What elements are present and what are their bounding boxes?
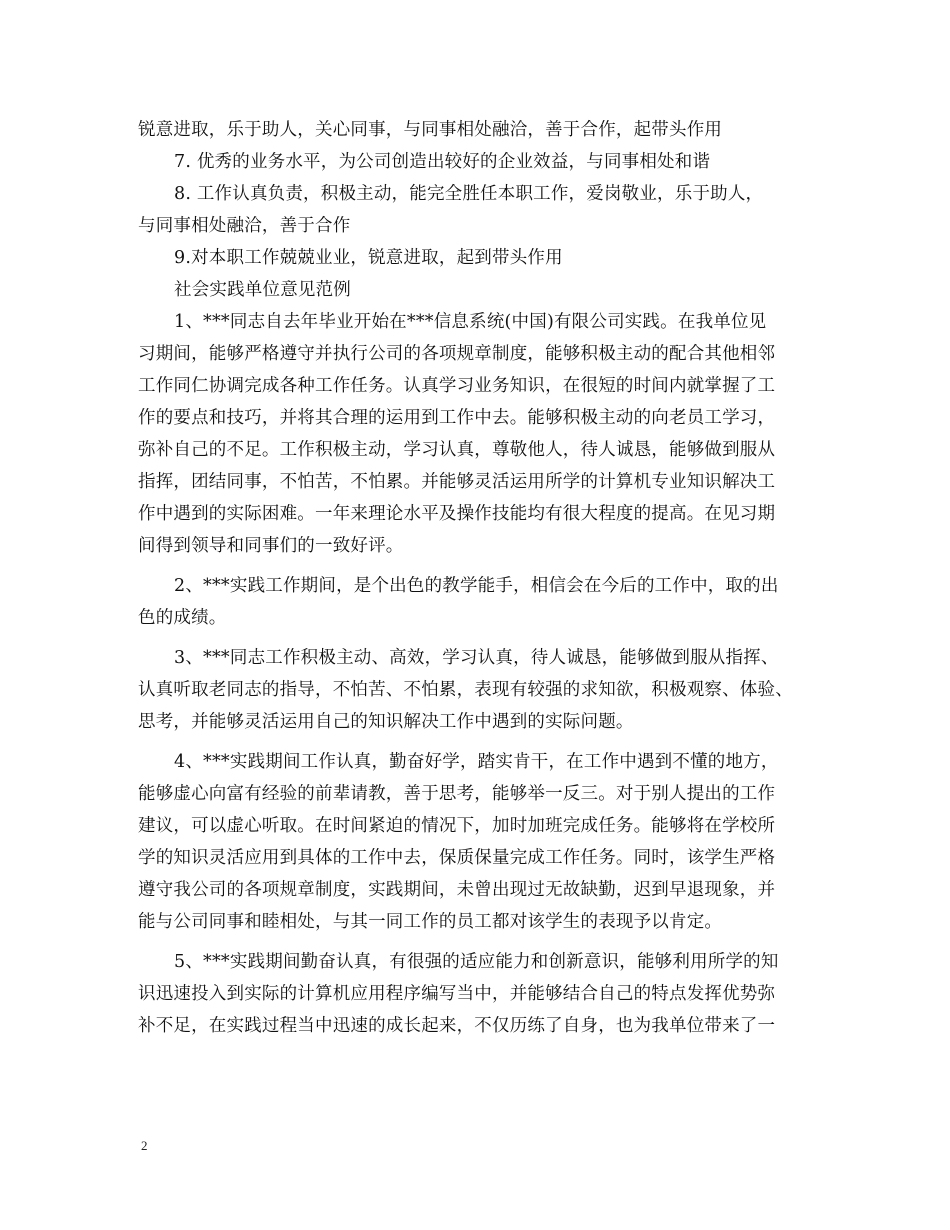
text-line: 间得到领导和同事们的一致好评。 bbox=[138, 536, 404, 556]
text-line: 指挥，团结同事，不怕苦，不怕累。并能够灵活运用所学的计算机专业知识解决工 bbox=[138, 472, 776, 492]
text-line: 与同事相处融洽，善于合作 bbox=[138, 216, 351, 236]
text-line: 色的成绩。 bbox=[138, 608, 227, 628]
text-line: 能够虚心向富有经验的前辈请教，善于思考，能够举一反三。对于别人提出的工作 bbox=[138, 784, 776, 804]
text-line: 工作同仁协调完成各种工作任务。认真学习业务知识，在很短的时间内就掌握了工 bbox=[138, 376, 776, 396]
page-number: 2 bbox=[141, 1138, 148, 1153]
text-line: 2、***实践工作期间，是个出色的教学能手，相信会在今后的工作中，取的出 bbox=[174, 576, 779, 596]
document-body bbox=[138, 114, 822, 1042]
text-line: 作的要点和技巧，并将其合理的运用到工作中去。能够积极主动的向老员工学习， bbox=[138, 408, 776, 428]
text-line: 识迅速投入到实际的计算机应用程序编写当中，并能够结合自己的特点发挥优势弥 bbox=[138, 984, 776, 1004]
text-line: 作中遇到的实际困难。一年来理论水平及操作技能均有很大程度的提高。在见习期 bbox=[138, 504, 776, 524]
text-line: 5、***实践期间勤奋认真，有很强的适应能力和创新意识，能够利用所学的知 bbox=[174, 952, 779, 972]
text-line: 学的知识灵活应用到具体的工作中去，保质保量完成工作任务。同时，该学生严格 bbox=[138, 848, 776, 868]
text-line: 4、***实践期间工作认真，勤奋好学，踏实肯干，在工作中遇到不懂的地方， bbox=[174, 752, 779, 772]
text-line: 思考，并能够灵活运用自己的知识解决工作中遇到的实际问题。 bbox=[138, 712, 634, 732]
text-line: 遵守我公司的各项规章制度，实践期间，未曾出现过无故缺勤，迟到早退现象，并 bbox=[138, 880, 776, 900]
text-line: 认真听取老同志的指导，不怕苦、不怕累，表现有较强的求知欲，积极观察、体验、 bbox=[138, 680, 793, 700]
text-line: 补不足，在实践过程当中迅速的成长起来，不仅历练了自身，也为我单位带来了一 bbox=[138, 1016, 776, 1036]
text-line: 习期间，能够严格遵守并执行公司的各项规章制度，能够积极主动的配合其他相邻 bbox=[138, 344, 776, 364]
text-line: 能与公司同事和睦相处，与其一同工作的员工都对该学生的表现予以肯定。 bbox=[138, 912, 723, 932]
text-line: 弥补自己的不足。工作积极主动，学习认真，尊敬他人，待人诚恳，能够做到服从 bbox=[138, 440, 776, 460]
text-line: 9.对本职工作兢兢业业，锐意进取，起到带头作用 bbox=[174, 248, 563, 268]
text-line: 7. 优秀的业务水平，为公司创造出较好的企业效益，与同事相处和谐 bbox=[174, 152, 711, 172]
text-line: 建议，可以虚心听取。在时间紧迫的情况下，加时加班完成任务。能够将在学校所 bbox=[138, 816, 776, 836]
text-line: 8. 工作认真负责，积极主动，能完全胜任本职工作，爱岗敬业，乐于助人， bbox=[174, 184, 764, 204]
text-line: 1、***同志自去年毕业开始在***信息系统(中国)有限公司实践。在我单位见 bbox=[174, 312, 767, 332]
text-line: 锐意进取，乐于助人，关心同事，与同事相处融洽，善于合作，起带头作用 bbox=[138, 120, 723, 140]
text-line: 社会实践单位意见范例 bbox=[174, 280, 351, 300]
text-line: 3、***同志工作积极主动、高效，学习认真，待人诚恳，能够做到服从指挥、 bbox=[174, 648, 779, 668]
